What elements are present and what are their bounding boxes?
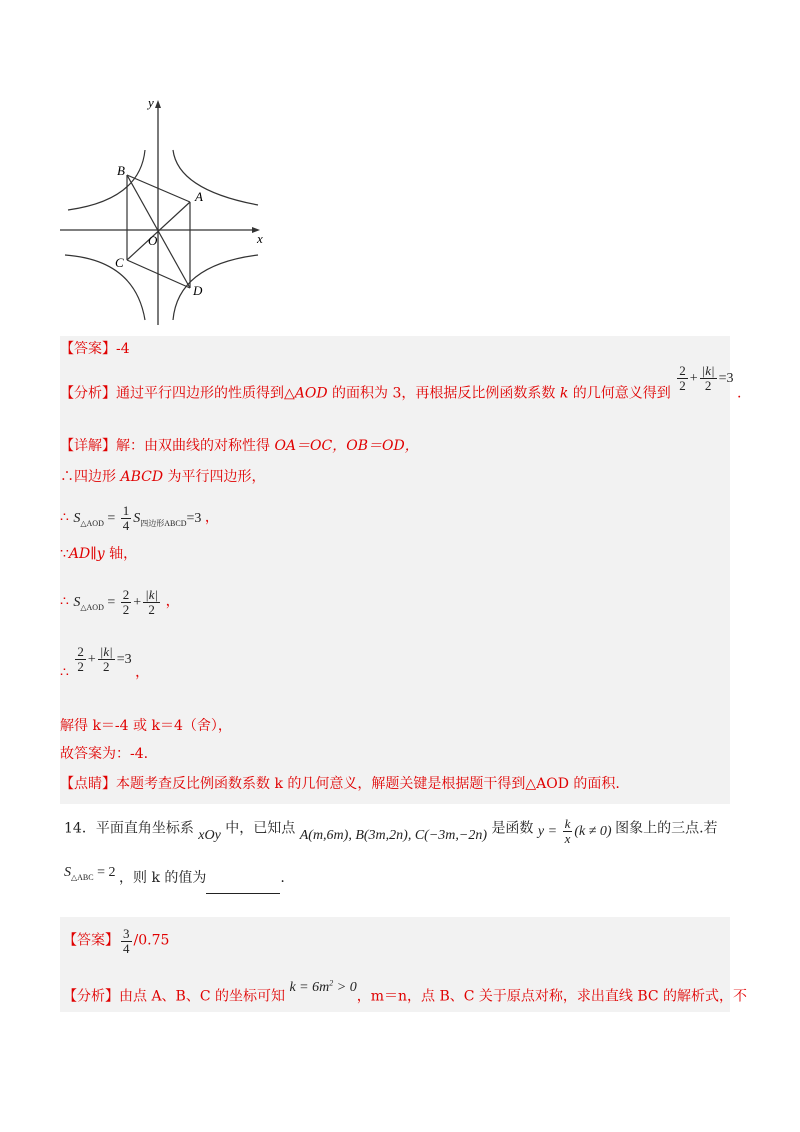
frac-num: |k| [701,363,715,378]
equals-three: =3 [186,510,202,526]
answer-line-14 [63,927,169,956]
analysis-line [60,363,742,409]
frac-den: 2 [77,659,84,674]
equals: = [103,510,119,526]
equals-three: =3 [116,651,132,667]
quad-abcd: ABCD [120,469,164,485]
question-text: 图象上的三点.若 [615,820,718,837]
comment-tag: 【点睛】 [60,776,116,792]
analysis-tag: 【分析】 [63,988,119,1005]
s-subscript: △AOD [80,518,104,528]
frac-den: 2 [102,659,110,674]
s-symbol: S [64,865,71,880]
frac-den: 2 [148,602,155,617]
equals: = [103,594,119,610]
parallel-symbol: ∥ [90,546,97,562]
frac-num: 2 [122,587,130,602]
s-symbol: S [73,510,81,526]
therefore: ∴ [60,664,69,681]
plus: + [133,594,142,610]
var-k: k [559,385,569,402]
label-d: D [193,283,203,298]
analysis-text: 的面积为 3，再根据反比例函数系数 [327,385,560,402]
frac-num: 2 [679,363,686,378]
answer-line [60,339,130,359]
k-expression: k = 6m [289,979,330,995]
step-text: 轴， [104,546,138,562]
therefore: ∴ [60,593,69,610]
question-14 [64,815,744,844]
frac-num: |k| [145,587,159,602]
func-y: y = [537,823,561,839]
answer-tag: 【答案】 [60,341,116,357]
answer-blank[interactable] [206,879,280,894]
frac-num: k [564,816,571,831]
step-text: ∴四边形 [60,469,121,485]
solution-box-14 [60,917,748,1012]
comma: ， [135,664,150,681]
question-number: 14． [64,820,96,837]
function-expression [537,816,615,846]
hyperbola-figure [60,95,280,330]
exponent: 2 [329,978,334,987]
analysis-tag: 【分析】 [60,385,116,402]
question-text: 平面直角坐标系 [95,820,194,837]
analysis-text: 由点 A、B、C 的坐标可知 [119,988,286,1005]
hyperbola-branch-q3 [65,255,145,320]
frac-num: 1 [122,503,130,518]
detail-line [60,436,419,456]
step-final: 故答案为：-4. [60,746,149,762]
period: . [280,870,285,886]
frac-den: x [564,831,571,846]
frac-den: 2 [122,602,130,617]
step-solve: 解得 k＝-4 或 k＝4（舍）， [60,718,232,734]
question-text: 是函数 [491,820,534,837]
analysis-line-14 [63,978,748,1008]
greater-than: > 0 [333,979,357,995]
because: ∵ [60,546,69,562]
comment-line [60,774,620,794]
plus: + [87,651,96,667]
label-a: A [195,189,203,204]
area-condition [64,865,119,880]
comma: ， [204,509,219,526]
step-equation [60,644,150,688]
frac-num: 2 [77,644,84,659]
frac-den: 4 [123,941,130,956]
y-axis-text: y [96,546,105,562]
hyperbola-branch-q2 [68,150,145,210]
triangle-aod: AOD [294,385,328,402]
coordinate-system: xOy [198,827,221,843]
hyperbola-branch-q1 [173,150,258,205]
detail-tag: 【详解】 [60,438,116,454]
area-k-equation [73,587,165,617]
func-condition: (k ≠ 0) [574,823,612,839]
analysis-text: 通过平行四边形的性质得到△ [116,385,295,402]
answer-tag: 【答案】 [63,932,119,949]
comma: ， [165,593,180,610]
step-parallelogram [60,467,266,487]
comment-text: 本题考查反比例函数系数 k 的几何意义，解题关键是根据题干得到△AOD 的面积. [116,776,620,792]
s-subscript: △ABC [71,872,94,882]
detail-equation: OA＝OC，OB＝OD， [274,438,419,454]
area-value: = 2 [93,865,116,880]
equals-three: =3 [718,370,734,386]
frac-den: 2 [679,378,686,393]
y-axis-arrow [155,100,161,108]
frac-num: |k| [99,644,113,659]
analysis-text: ，m＝n，点 B、C 关于原点对称，求出直线 BC 的解析式，不 [356,988,748,1005]
s-symbol: S [133,510,141,526]
s-symbol: S [73,594,81,610]
hyperbola-branch-q4 [173,255,258,320]
therefore: ∴ [60,509,69,526]
step-area-k [60,588,180,618]
segment-ad-text: AD [68,546,91,562]
k-equation [73,644,135,674]
question-14-line2 [64,865,285,894]
analysis-text: 的几何意义得到 [568,385,671,402]
answer-decimal: /0.75 [133,932,170,949]
step-ad-parallel [60,544,137,564]
k-inequality [289,980,356,995]
s-subscript: 四边形ABCD [140,518,187,528]
plus: + [689,370,698,386]
answer-fraction [119,926,134,956]
points: A(m,6m), B(3m,2n), C(−3m,−2n) [299,827,487,843]
question-text: 中，已知点 [220,820,296,837]
equation-fraction [675,363,737,393]
x-axis-label: x [257,231,263,246]
detail-text: 解：由双曲线的对称性得 [116,438,275,454]
solution-box-13 [60,336,742,804]
label-b: B [117,163,125,178]
y-axis-label: y [148,95,154,110]
frac-den: 4 [122,518,130,533]
question-text: ，则 k 的值为 [119,870,207,886]
s-subscript: △AOD [80,602,104,612]
label-o: O [148,233,158,248]
frac-den: 2 [704,378,712,393]
label-c: C [115,255,124,270]
step-area-quarter [60,504,219,534]
answer-value: -4 [116,341,130,357]
step-text: 为平行四边形， [163,469,266,485]
period: . [736,385,742,402]
area-equation [73,503,205,533]
frac-num: 3 [123,926,130,941]
